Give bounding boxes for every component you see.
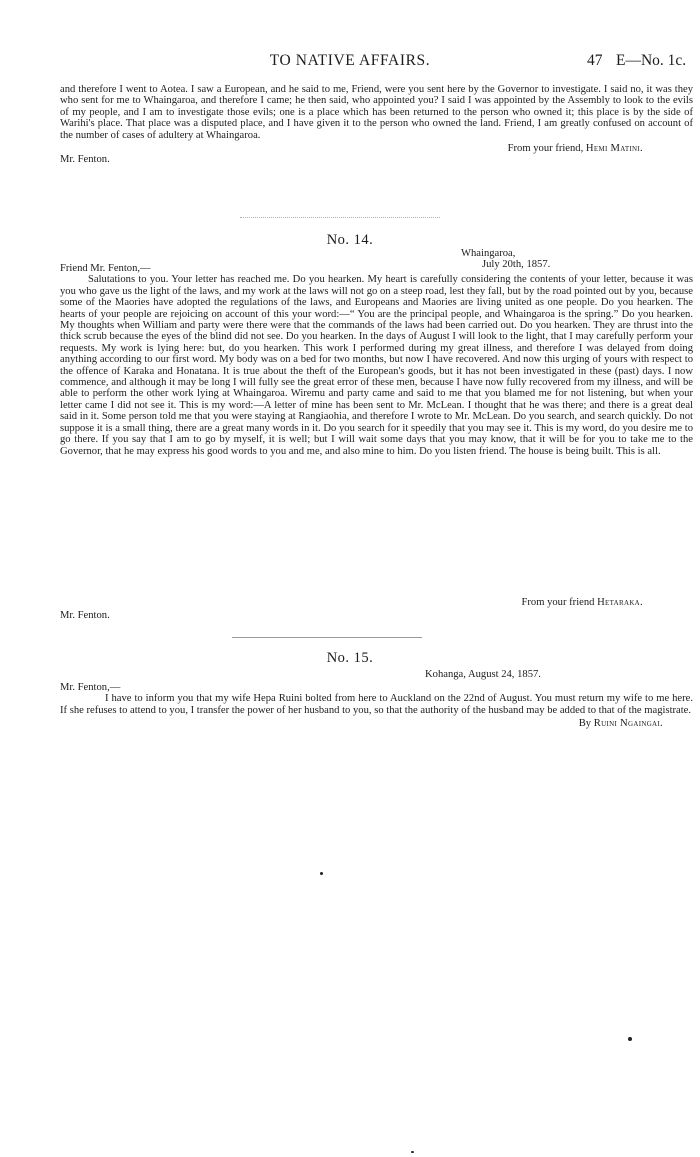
signer-name: Hetaraka. (597, 597, 643, 608)
letter-15-place-date: Kohanga, August 24, 1857. (425, 669, 541, 680)
print-speck (628, 1037, 632, 1041)
signoff-text: By (578, 718, 592, 730)
letter-15-salutation: Mr. Fenton,— (60, 682, 121, 693)
letter-14-date: July 20th, 1857. (482, 259, 551, 270)
letter-14-body (60, 274, 693, 457)
letter-14 (60, 263, 693, 457)
print-speck (411, 1151, 414, 1153)
running-title: TO NATIVE AFFAIRS. (269, 52, 431, 69)
letter-14-signature (60, 597, 693, 608)
signer-name: Ruini Ngaingai. (593, 718, 663, 730)
letter-15-number: No. 15. (326, 650, 374, 666)
letter-14-salutation: Friend Mr. Fenton,— (60, 263, 151, 274)
letter-15-body: I have to inform you that my wife Hepa Ruini bolted from here to Auckland on the 22nd of August. You must return my wife to me here. If she refuses to attend to you, I transfer the power of her husband to you, so that the authority of the husband may be added to that of the magistrate. (60, 693, 693, 716)
running-header (0, 52, 700, 76)
section-divider (232, 637, 422, 638)
letter-14-body-part-1: Salutations to you. Your letter has reached me. Do you hearken. My heart is carefully considering the contents of your letter, because it was you who gave us the light of the laws, and my work at the laws will not go on a steep road, lest they fall, but by the road pointed out by you, because some of the Maories have adopted the regulations of the laws, and Europeans and Maories are living united as one people. Do you hearken. The hearts of your people are rejoicing on account of this your word:— (60, 274, 693, 320)
letter-13-conclusion (60, 84, 693, 166)
signoff-text: From your friend, (507, 143, 584, 155)
signoff-text: From your friend (521, 597, 595, 608)
letter-13-signature (60, 143, 693, 154)
letter-14-number: No. 14. (326, 232, 374, 248)
page-number: 47 (587, 52, 603, 69)
letter-14-body-part-2: Do you hearken. My thoughts when William and party were there were that the commands of the laws had been carried out. Do you hearken. They are thrust into the thick scrub because the eyes of the blind did not see. Do you hearken. In the days of August I will look to the light, that I may carefully perform your requests. My work is lying here: but, do you hearken. This work I performed during my great illness, and therefore I was delayed from doing anything according to our first word. My body was on a bed for two months, but now I have recovered. And now this urging of yours with respect to the offence of Karaka and Honatana. It is true about the theft of the European's goods, but it has not been investigated in these (past) days. I now commence, and although it may be long I will fully see the great error of these men, because I have now fully recovered from my illness, and will be able to perform the other work lying at Whaingaroa. Wiremu and party came and said to me that you blamed me for not listening, but when your letter came I did not see it. This is my word:—A letter of mine has been sent to Mr. McLean. I thought that he was there; and there is a great deal said in it. Some person told me that you were staying at Rangiaohia, and therefore I wrote to Mr. McLean. Do you search, and search quickly. Do not suppose it is a small thing, there are a great many words in it. Do you search for it speedily that you may see it. This is my word, do you desire me to go there. If you say that I am to go by myself, it is well; but I will wait some days that you may know, that it will be for you to take me to the Governor, that he may express his good words to you and me, and also mine to him. Do you listen friend. The house is being built. This is all. (60, 308, 693, 457)
signer-name: Hemi Matini. (585, 143, 643, 155)
letter-14-quote: “ You are the principal people, and Whaingaroa is the spring.” (349, 308, 619, 320)
print-speck (320, 872, 323, 875)
letter-14-place: Whaingaroa, (461, 248, 516, 259)
paper-reference: E—No. 1c. (616, 52, 687, 69)
letter-14-closing (60, 597, 693, 622)
letter-15-signature (60, 718, 693, 729)
letter-15 (60, 682, 693, 730)
letter-14-addressee: Mr. Fenton. (60, 610, 110, 622)
letter-13-body: and therefore I went to Aotea. I saw a European, and he said to me, Friend, were you sent here by the Governor to investigate. I said no, it was they who sent for me to Whaingaroa, and therefore I came; he then said, who appointed you? I said I was appointed by the Assembly to look to the evils of my people, and I am to investigate those evils; one is a place which has been returned to the person who owned it; this place is by the side of Warihi's place. That place was a disputed place, and I have given it to the person who owned the land. Friend, I am greatly confused on account of the number of cases of adultery at Whaingaroa. (60, 84, 693, 141)
letter-13-addressee: Mr. Fenton. (60, 154, 110, 166)
section-divider (240, 217, 440, 218)
